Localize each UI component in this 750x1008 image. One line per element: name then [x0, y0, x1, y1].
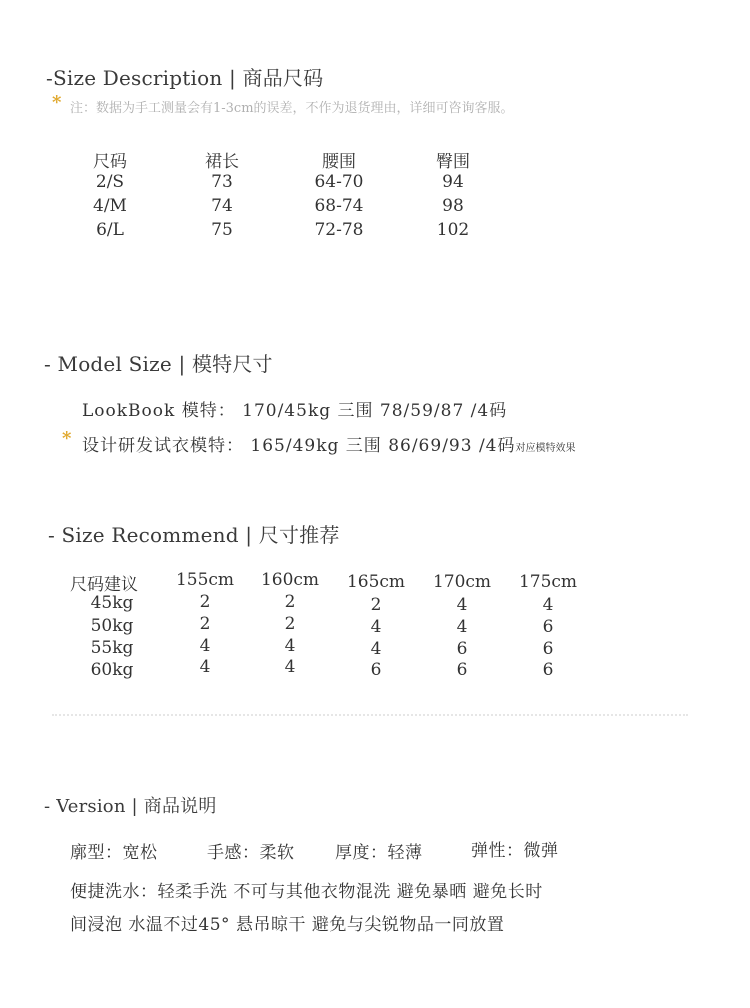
recommend-cell: 2	[284, 592, 296, 612]
recommend-cell: 4	[199, 636, 211, 656]
recommend-cell: 4	[456, 617, 468, 637]
recommend-height-header: 160cm	[260, 570, 320, 590]
recommend-corner-label: 尺码建议	[70, 575, 138, 595]
size-table-header: 尺码	[93, 152, 127, 172]
size-table-cell: 68-74	[314, 196, 364, 216]
recommend-cell: 4	[456, 595, 468, 615]
recommend-cell: 6	[456, 639, 468, 659]
size-table-cell: 2/S	[95, 172, 125, 192]
size-table-cell: 75	[211, 220, 233, 240]
care-instructions-line2: 间浸泡 水温不过45° 悬吊晾干 避免与尖锐物品一同放置	[70, 915, 505, 935]
recommend-cell: 2	[199, 614, 211, 634]
model-note-star-icon: *	[62, 428, 72, 449]
recommend-cell: 2	[199, 592, 211, 612]
size-description-heading: -Size Description | 商品尺码	[46, 66, 324, 90]
silhouette-spec: 廓型：宽松	[70, 843, 158, 863]
recommend-cell: 2	[284, 614, 296, 634]
size-recommend-heading: - Size Recommend | 尺寸推荐	[48, 523, 340, 547]
fitting-model-text: 设计研发试衣模特： 165/49kg 三围 86/69/93 /4码	[82, 436, 516, 456]
size-table-cell: 98	[442, 196, 464, 216]
size-table-header: 裙长	[205, 152, 239, 172]
recommend-height-header: 170cm	[432, 572, 492, 592]
recommend-cell: 4	[370, 639, 382, 659]
recommend-cell: 4	[284, 657, 296, 677]
recommend-cell: 4	[284, 636, 296, 656]
recommend-weight-label: 45kg	[90, 593, 134, 613]
model-size-heading: - Model Size | 模特尺寸	[44, 352, 273, 376]
recommend-cell: 2	[370, 595, 382, 615]
recommend-cell: 6	[542, 660, 554, 680]
size-table-cell: 74	[211, 196, 233, 216]
recommend-cell: 4	[542, 595, 554, 615]
size-table-cell: 72-78	[314, 220, 364, 240]
recommend-height-header: 155cm	[175, 570, 235, 590]
size-table-cell: 4/M	[93, 196, 127, 216]
thickness-spec: 厚度：轻薄	[335, 843, 423, 863]
recommend-weight-label: 60kg	[90, 660, 134, 680]
recommend-weight-label: 50kg	[90, 616, 134, 636]
measurement-note: 注：数据为手工测量会有1-3cm的误差，不作为退货理由，详细可咨询客服。	[70, 101, 514, 116]
lookbook-model-line: LookBook 模特： 170/45kg 三围 78/59/87 /4码	[82, 401, 508, 421]
size-table-cell: 94	[442, 172, 464, 192]
recommend-height-header: 165cm	[346, 572, 406, 592]
recommend-cell: 4	[370, 617, 382, 637]
handfeel-spec: 手感：柔软	[207, 843, 295, 863]
size-table-cell: 6/L	[96, 220, 124, 240]
recommend-cell: 4	[199, 657, 211, 677]
size-table-cell: 102	[436, 220, 470, 240]
version-heading: - Version | 商品说明	[44, 796, 217, 817]
section-divider	[52, 714, 688, 716]
size-table-header: 臀围	[436, 152, 470, 172]
recommend-cell: 6	[456, 660, 468, 680]
note-star-icon: *	[52, 92, 62, 113]
care-instructions-line1: 便捷洗水：轻柔手洗 不可与其他衣物混洗 避免暴晒 避免长时	[70, 882, 543, 902]
size-table-cell: 64-70	[314, 172, 364, 192]
recommend-weight-label: 55kg	[90, 638, 134, 658]
recommend-cell: 6	[542, 617, 554, 637]
recommend-height-header: 175cm	[518, 572, 578, 592]
elasticity-spec: 弹性：微弹	[471, 841, 559, 861]
recommend-cell: 6	[542, 639, 554, 659]
size-table-header: 腰围	[322, 152, 356, 172]
fitting-model-line	[82, 431, 576, 456]
fitting-model-suffix: 对应模特效果	[515, 443, 576, 454]
recommend-cell: 6	[370, 660, 382, 680]
size-table-cell: 73	[211, 172, 233, 192]
